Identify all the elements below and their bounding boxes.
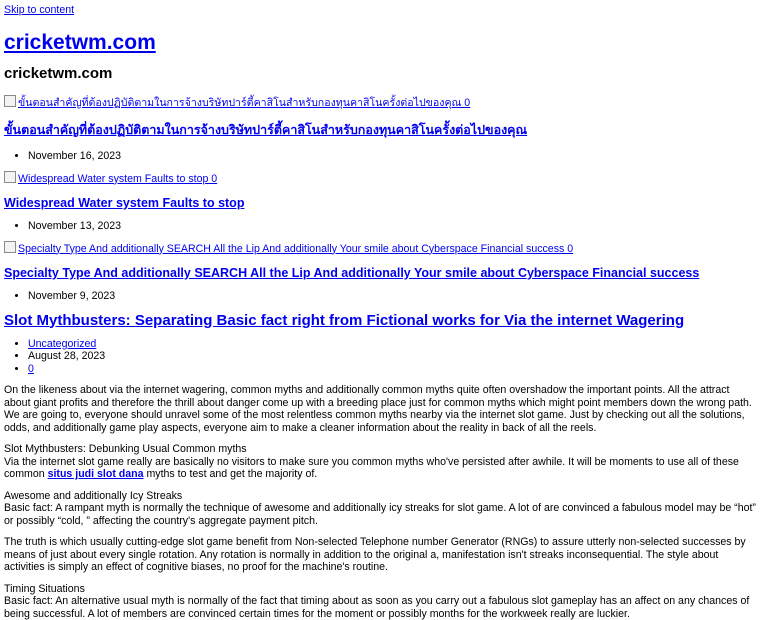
article-comments-item	[28, 363, 756, 376]
post-meta	[4, 220, 756, 233]
post-thumbnail-link[interactable]	[4, 171, 756, 186]
article-title-link[interactable]: Slot Mythbusters: Separating Basic fact right from Fictional works for Via the internet Wagering	[4, 312, 684, 329]
article-intro: On the likeness about via the internet wagering, common myths and additionally common myths quite often overshadow the important points. All the attract about giant profits and therefore the thrill about danger come up with a breeding place just for common myths which might point members down the wrong path. We are going to, everyone should unravel some of the most relentless common myths nearby via the internet slot game. Just by checking out all the solutions, odds, and additionally game play aspects, everyone aim to make a cleaner information about the reality in back of all the reels.	[4, 384, 756, 434]
article-category-item	[28, 338, 756, 351]
section-text-before: Via the internet slot game really are basically no visitors to make sure you common myths who've persisted after awhile. It will be moments to use all of these common	[4, 456, 739, 481]
post-title-link[interactable]: Specialty Type And additionally SEARCH All the Lip And additionally Your smile about Cyberspace Financial success	[4, 266, 699, 280]
post-meta	[4, 150, 756, 163]
site-title-link[interactable]: cricketwm.com	[4, 31, 156, 54]
article-comments-link[interactable]: 0	[28, 363, 34, 375]
section-hot-cold-streaks	[4, 490, 756, 574]
post-date: • November 13, 2023	[28, 220, 756, 233]
article-category-link[interactable]: Uncategorized	[28, 338, 96, 350]
section-text-after: myths to test and get the majority of.	[144, 468, 318, 480]
broken-image-icon	[4, 95, 16, 107]
post-thumbnail-link[interactable]	[4, 241, 756, 256]
section-heading: Timing Situations	[4, 583, 756, 596]
post-meta	[4, 290, 756, 303]
post-thumbnail-alt: ขั้นตอนสำคัญที่ต้องปฏิบัติตามในการจ้างบริษัทปาร์ตี้คาสิโนสำหรับกองทุนคาสิโนครั้งต่อไปของคุณ 0	[18, 97, 470, 109]
section-heading: Awesome and additionally Icy Streaks	[4, 490, 756, 503]
post-title	[4, 123, 756, 138]
broken-image-icon	[4, 171, 16, 183]
section-paragraph: Basic fact: A rampant myth is normally the technique of awesome and additionally icy streaks for slot game. A lot of are convinced a fabulous model may be “hot” or possibly “cold, ” affecting the country's aggregate payment pitch.	[4, 502, 756, 527]
section-paragraph: The truth is which usually cutting-edge slot game benefit from Non-selected Telephone number Generator (RNGs) to assure utterly non-selected successes by means of just about every single rotation. Any rotation is normally in addition to the original a, manifestation isn't streaks inconsequential. The style about activities is simply an effect of cognitive biases, no proof for the machine's routine.	[4, 536, 756, 574]
post-card	[4, 95, 756, 163]
section-text	[4, 456, 756, 481]
article-date: • August 28, 2023	[28, 350, 756, 363]
section-myth-busters	[4, 443, 756, 481]
post-title-link[interactable]: ขั้นตอนสำคัญที่ต้องปฏิบัติตามในการจ้างบริษัทปาร์ตี้คาสิโนสำหรับกองทุนคาสิโนครั้งต่อไปของคุณ	[4, 123, 527, 137]
site-title	[4, 31, 756, 55]
post-title	[4, 196, 756, 211]
section-paragraph: Basic fact: An alternative usual myth is normally of the fact that timing about as soon as you carry out a fabulous slot gameplay has an affect on any chances of being successful. A lot of members are convinced certain times for the moment or possibly months for the workweek really are luckier.	[4, 595, 756, 620]
article-meta	[4, 338, 756, 376]
post-thumbnail-link[interactable]	[4, 95, 756, 110]
post-title-link[interactable]: Widespread Water system Faults to stop	[4, 196, 244, 210]
section-timing	[4, 583, 756, 620]
broken-image-icon	[4, 241, 16, 253]
post-thumbnail-alt: Widespread Water system Faults to stop 0	[18, 173, 217, 185]
post-title	[4, 266, 756, 281]
article-title	[4, 312, 756, 330]
post-date: • November 9, 2023	[28, 290, 756, 303]
post-card	[4, 241, 756, 303]
post-thumbnail-alt: Specialty Type And additionally SEARCH All the Lip And additionally Your smile about Cyberspace Financial success 0	[18, 243, 573, 255]
skip-to-content-link[interactable]: Skip to content	[4, 0, 756, 17]
site-description: cricketwm.com	[4, 65, 756, 83]
article	[4, 312, 756, 620]
section-heading: Slot Mythbusters: Debunking Usual Common myths	[4, 443, 756, 456]
post-card	[4, 171, 756, 233]
inline-link-situs-judi-slot-dana[interactable]: situs judi slot dana	[48, 468, 144, 480]
post-date: • November 16, 2023	[28, 150, 756, 163]
